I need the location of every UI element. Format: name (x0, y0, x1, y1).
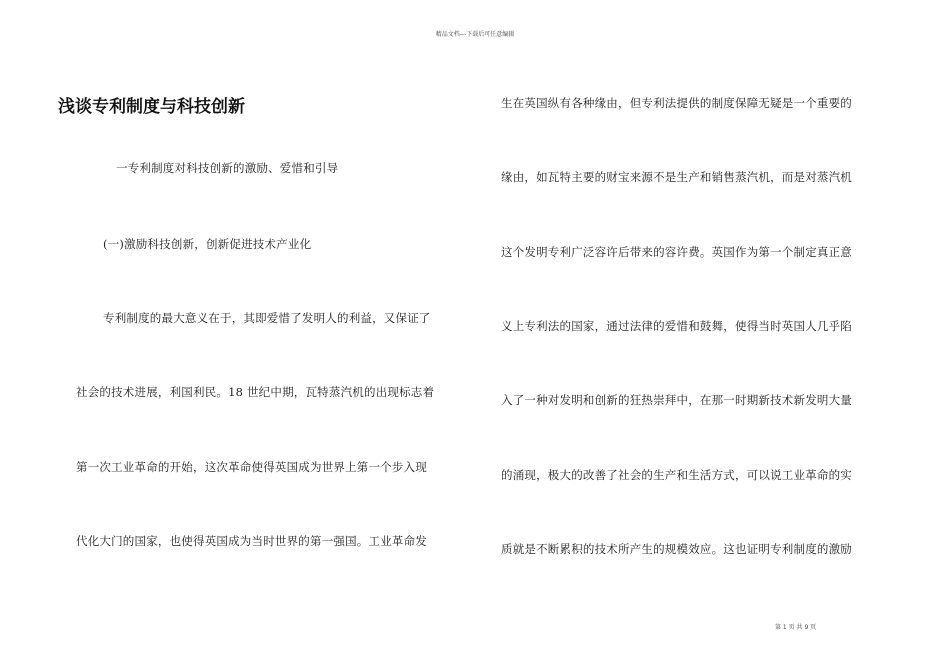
left-line-1: 一专利制度对科技创新的激励、爱惜和引导 (116, 161, 339, 175)
document-title: 浅谈专利制度与科技创新 (58, 97, 245, 117)
left-line-6: 代化大门的国家，也使得英国成为当时世界的第一强国。工业革命发 (76, 534, 427, 548)
left-line-5: 第一次工业革命的开始，这次革命使得英国成为世界上第一个步入现 (76, 460, 427, 474)
right-line-1: 生在英国纵有各种缘由，但专利法提供的制度保障无疑是一个重要的 (501, 96, 852, 110)
right-line-6: 的涌现，极大的改善了社会的生产和生活方式，可以说工业革命的实 (501, 468, 852, 482)
page-number: 第 1 页 共 9 页 (775, 624, 817, 631)
right-line-5: 入了一种对发明和创新的狂热崇拜中，在那一时期新技术新发明大量 (501, 393, 852, 407)
right-line-4: 义上专利法的国家，通过法律的爱惜和鼓舞，使得当时英国人几乎陷 (501, 319, 852, 333)
left-line-2: (一)激励科技创新，创新促进技术产业化 (103, 237, 312, 251)
right-line-2: 缘由，如瓦特主要的财宝来源不是生产和销售蒸汽机，而是对蒸汽机 (501, 170, 852, 184)
left-line-4: 社会的技术进展，利国利民。18 世纪中期，瓦特蒸汽机的出现标志着 (76, 385, 435, 399)
page-header: 精品文档---下载后可任意编辑 (435, 31, 515, 38)
left-line-3: 专利制度的最大意义在于，其即爱惜了发明人的利益，又保证了 (103, 311, 431, 325)
right-line-3: 这个发明专利广泛容许后带来的容许费。英国作为第一个制定真正意 (501, 245, 852, 259)
right-line-7: 质就是不断累积的技术所产生的规模效应。这也证明专利制度的激励 (501, 542, 852, 556)
